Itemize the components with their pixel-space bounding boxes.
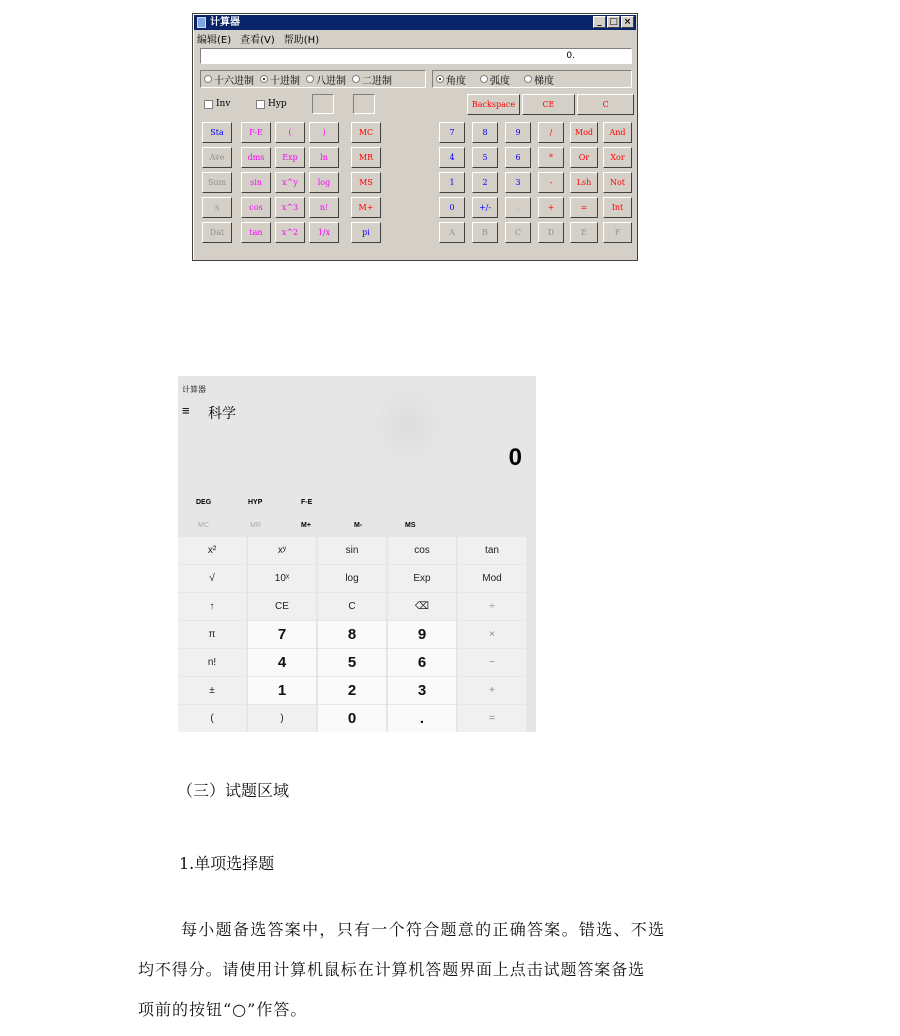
equals-button[interactable]: = <box>458 705 526 732</box>
exp-button[interactable]: Exp <box>275 147 305 168</box>
int-button[interactable]: Int <box>603 197 632 218</box>
decimal-button[interactable]: . <box>388 705 456 732</box>
add-button[interactable]: + <box>458 677 526 704</box>
radio-selected-icon <box>436 75 444 83</box>
hex-c-button[interactable]: C <box>505 222 531 243</box>
shift-button[interactable]: ↑ <box>178 593 246 620</box>
or-button[interactable]: Or <box>570 147 598 168</box>
radio-icon <box>352 75 360 83</box>
key-2[interactable]: 2 <box>318 677 386 704</box>
pi-button[interactable]: π <box>178 621 246 648</box>
calculator-display: 0 <box>508 444 522 471</box>
key-4[interactable]: 4 <box>439 147 465 168</box>
m-plus-button[interactable]: M+ <box>301 522 311 529</box>
divide-button[interactable]: / <box>538 122 564 143</box>
key-4[interactable]: 4 <box>248 649 316 676</box>
backspace-icon[interactable]: ⌫ <box>388 593 456 620</box>
maximize-button[interactable]: □ <box>607 16 620 28</box>
key-2[interactable]: 2 <box>472 172 498 193</box>
radio-gradians[interactable]: 梯度 <box>524 72 554 87</box>
multiply-button[interactable]: × <box>458 621 526 648</box>
hex-a-button[interactable]: A <box>439 222 465 243</box>
factorial-button[interactable]: n! <box>309 197 339 218</box>
app-title: 计算器 <box>182 385 206 394</box>
modern-calculator-window <box>178 376 536 732</box>
hex-b-button[interactable]: B <box>472 222 498 243</box>
m-minus-button[interactable]: M- <box>354 522 363 529</box>
add-button[interactable]: + <box>538 197 564 218</box>
divide-button[interactable]: ÷ <box>458 593 526 620</box>
key-5[interactable]: 5 <box>318 649 386 676</box>
sin-button[interactable]: sin <box>318 537 386 564</box>
exp-button[interactable]: Exp <box>388 565 456 592</box>
negate-button[interactable]: +/- <box>472 197 498 218</box>
fe-button[interactable]: F-E <box>241 122 271 143</box>
mc-button[interactable]: MC <box>351 122 381 143</box>
radio-oct[interactable]: 八进制 <box>306 72 346 87</box>
angle-unit-group <box>432 70 632 88</box>
cos-button[interactable]: cos <box>241 197 271 218</box>
backspace-button[interactable]: Backspace <box>467 94 520 115</box>
s-button[interactable]: s <box>202 197 232 218</box>
pi-button[interactable]: pi <box>351 222 381 243</box>
log-button[interactable]: log <box>309 172 339 193</box>
key-7[interactable]: 7 <box>439 122 465 143</box>
window-title: 计算器 <box>210 17 240 28</box>
classic-calculator-window <box>192 13 638 261</box>
mc-button[interactable]: MC <box>198 522 209 529</box>
radio-icon <box>306 75 314 83</box>
deg-toggle[interactable]: DEG <box>196 499 212 506</box>
calculator-display: 0. <box>200 48 632 64</box>
hamburger-icon[interactable]: ≡ <box>182 403 190 418</box>
multiply-button[interactable]: * <box>538 147 564 168</box>
close-button[interactable]: × <box>621 16 634 28</box>
parenthesis-indicator <box>353 94 375 114</box>
tan-button[interactable]: tan <box>458 537 526 564</box>
hex-d-button[interactable]: D <box>538 222 564 243</box>
key-9[interactable]: 9 <box>505 122 531 143</box>
m-plus-button[interactable]: M+ <box>351 197 381 218</box>
key-5[interactable]: 5 <box>472 147 498 168</box>
equals-button[interactable]: = <box>570 197 598 218</box>
paragraph-line-2: 均不得分。请使用计算机鼠标在计算机答题界面上点击试题答案备选 <box>138 960 646 979</box>
cube-button[interactable]: x^3 <box>275 197 305 218</box>
power-button[interactable]: x^y <box>275 172 305 193</box>
radio-radians[interactable]: 弧度 <box>480 72 510 87</box>
dat-button[interactable]: Dat <box>202 222 232 243</box>
negate-button[interactable]: ± <box>178 677 246 704</box>
log-button[interactable]: log <box>318 565 386 592</box>
cos-button[interactable]: cos <box>388 537 456 564</box>
background-blur <box>373 386 443 466</box>
open-paren-button[interactable]: ( <box>178 705 246 732</box>
key-1[interactable]: 1 <box>439 172 465 193</box>
section-heading: （三）试题区域 <box>177 781 290 800</box>
radio-dec[interactable]: 十进制 <box>260 72 300 87</box>
radio-icon <box>204 75 212 83</box>
key-6[interactable]: 6 <box>505 147 531 168</box>
calculator-icon <box>197 17 206 28</box>
c-button[interactable]: C <box>318 593 386 620</box>
subsection-heading: 1.单项选择题 <box>179 854 275 873</box>
ms-button[interactable]: MS <box>351 172 381 193</box>
ce-button[interactable]: CE <box>248 593 316 620</box>
menu-help[interactable]: 帮助(H) <box>283 35 320 46</box>
mod-button[interactable]: Mod <box>570 122 598 143</box>
mode-title: 科学 <box>208 405 236 421</box>
key-9[interactable]: 9 <box>388 621 456 648</box>
hyp-checkbox[interactable]: Hyp <box>256 99 287 109</box>
key-0[interactable]: 0 <box>318 705 386 732</box>
key-7[interactable]: 7 <box>248 621 316 648</box>
hex-f-button[interactable]: F <box>603 222 632 243</box>
factorial-button[interactable]: n! <box>178 649 246 676</box>
ave-button[interactable]: Ave <box>202 147 232 168</box>
key-6[interactable]: 6 <box>388 649 456 676</box>
mod-button[interactable]: Mod <box>458 565 526 592</box>
paragraph-line-3: 项前的按钮“○”作答。 <box>138 1000 308 1019</box>
key-0[interactable]: 0 <box>439 197 465 218</box>
and-button[interactable]: And <box>603 122 632 143</box>
inv-checkbox[interactable]: Inv <box>204 99 230 109</box>
radio-degrees[interactable]: 角度 <box>436 72 466 87</box>
power-button[interactable]: xʸ <box>248 537 316 564</box>
title-bar <box>194 15 636 30</box>
radio-icon <box>524 75 532 83</box>
radio-selected-icon <box>260 75 268 83</box>
square-button[interactable]: x^2 <box>275 222 305 243</box>
key-8[interactable]: 8 <box>318 621 386 648</box>
menu-bar <box>197 31 319 45</box>
checkbox-icon <box>256 100 265 109</box>
radio-bin[interactable]: 二进制 <box>352 72 392 87</box>
not-button[interactable]: Not <box>603 172 632 193</box>
key-8[interactable]: 8 <box>472 122 498 143</box>
number-base-group <box>200 70 426 88</box>
xor-button[interactable]: Xor <box>603 147 632 168</box>
close-paren-button[interactable]: ) <box>309 122 339 143</box>
subtract-button[interactable]: - <box>538 172 564 193</box>
memory-indicator <box>312 94 334 114</box>
tan-button[interactable]: tan <box>241 222 271 243</box>
fe-toggle[interactable]: F-E <box>301 499 313 506</box>
menu-view[interactable]: 查看(V) <box>240 35 275 46</box>
minimize-button[interactable]: _ <box>593 16 606 28</box>
sin-button[interactable]: sin <box>241 172 271 193</box>
open-paren-button[interactable]: ( <box>275 122 305 143</box>
paragraph-line-1: 每小题备选答案中，只有一个符合题意的正确答案。错选、不选 <box>181 920 666 939</box>
sum-button[interactable]: Sum <box>202 172 232 193</box>
key-1[interactable]: 1 <box>248 677 316 704</box>
checkbox-icon <box>204 100 213 109</box>
dms-button[interactable]: dms <box>241 147 271 168</box>
key-3[interactable]: 3 <box>505 172 531 193</box>
lsh-button[interactable]: Lsh <box>570 172 598 193</box>
radio-hex[interactable]: 十六进制 <box>204 72 254 87</box>
hyp-toggle[interactable]: HYP <box>248 499 263 506</box>
hex-e-button[interactable]: E <box>570 222 598 243</box>
close-paren-button[interactable]: ) <box>248 705 316 732</box>
menu-edit[interactable]: 编辑(E) <box>197 35 232 46</box>
sta-button[interactable]: Sta <box>202 122 232 143</box>
ten-power-button[interactable]: 10ˣ <box>248 565 316 592</box>
c-button[interactable]: C <box>577 94 634 115</box>
reciprocal-button[interactable]: 1/x <box>309 222 339 243</box>
ce-button[interactable]: CE <box>522 94 575 115</box>
ms-button[interactable]: MS <box>405 522 416 529</box>
sqrt-button[interactable]: √ <box>178 565 246 592</box>
key-3[interactable]: 3 <box>388 677 456 704</box>
subtract-button[interactable]: − <box>458 649 526 676</box>
mr-button[interactable]: MR <box>250 522 261 529</box>
radio-icon <box>480 75 488 83</box>
ln-button[interactable]: ln <box>309 147 339 168</box>
square-button[interactable]: x² <box>178 537 246 564</box>
decimal-button[interactable]: . <box>505 197 531 218</box>
mr-button[interactable]: MR <box>351 147 381 168</box>
